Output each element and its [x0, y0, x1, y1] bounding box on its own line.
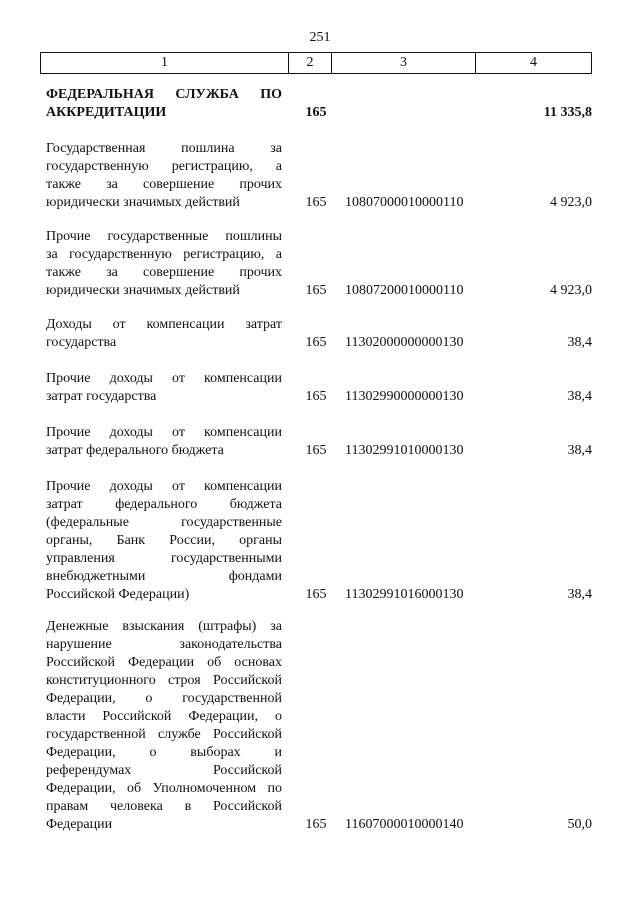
- description-line: референдумах Российской: [46, 763, 282, 778]
- amount-value: 38,4: [567, 389, 592, 404]
- description-line: конституционного строя Российской: [46, 673, 282, 688]
- column-header-1: 1: [41, 53, 289, 74]
- description-line: затрат федерального бюджета: [46, 443, 224, 458]
- column-header-2: 2: [289, 53, 332, 74]
- description-line: власти Российской Федерации, о: [46, 709, 282, 724]
- description-line: Российской Федерации): [46, 587, 190, 602]
- description-line: затрат федерального бюджета: [46, 497, 282, 512]
- description-line: также за совершение прочих: [46, 177, 282, 192]
- amount-value: 4 923,0: [550, 283, 592, 298]
- row-description: [46, 228, 282, 300]
- description-line: за государственную регистрацию, а: [46, 247, 282, 262]
- row-description: [46, 370, 282, 406]
- admin-code: 165: [305, 195, 327, 210]
- description-line: Прочие государственные пошлины: [46, 229, 282, 244]
- row-description: [46, 316, 282, 352]
- description-line: Федерации: [46, 817, 113, 832]
- description-line: нарушение законодательства: [46, 637, 282, 652]
- description-line: Федерации, об Уполномоченном по: [46, 781, 282, 796]
- description-line: Прочие доходы от компенсации: [46, 371, 282, 386]
- column-header-3: 3: [332, 53, 476, 74]
- amount-value: 50,0: [567, 817, 592, 832]
- cost-compensation-row: [0, 316, 640, 352]
- description-line: юридически значимых действий: [46, 283, 240, 298]
- admin-code: 165: [305, 283, 327, 298]
- description-line: органы, Банк России, органы: [46, 533, 282, 548]
- description-line: правам человека в Российской: [46, 799, 282, 814]
- amount-value: 11 335,8: [543, 105, 592, 120]
- description-line: Прочие доходы от компенсации: [46, 425, 282, 440]
- federal-budget-compensation-row: [0, 424, 640, 460]
- row-description: [46, 140, 282, 212]
- description-line: Федерации, о государственной: [46, 691, 282, 706]
- amount-value: 38,4: [567, 443, 592, 458]
- description-line: АККРЕДИТАЦИИ: [46, 105, 167, 120]
- admin-code: 165: [305, 105, 327, 120]
- description-line: также за совершение прочих: [46, 265, 282, 280]
- other-cost-compensation-row: [0, 370, 640, 406]
- agency-row: [0, 86, 640, 122]
- description-line: государственной службе Российской: [46, 727, 282, 742]
- description-line: юридически значимых действий: [46, 195, 240, 210]
- other-state-duty-row: [0, 228, 640, 300]
- budget-classification-code: 11302991016000130: [345, 587, 464, 602]
- admin-code: 165: [305, 389, 327, 404]
- description-line: государства: [46, 335, 117, 350]
- description-line: Денежные взыскания (штрафы) за: [46, 619, 282, 634]
- budget-classification-code: 10807200010000110: [345, 283, 464, 298]
- amount-value: 38,4: [567, 587, 592, 602]
- amount-value: 4 923,0: [550, 195, 592, 210]
- column-header-table: [40, 52, 592, 74]
- description-line: Российской Федерации об основах: [46, 655, 282, 670]
- description-line: Федерации, о выборах и: [46, 745, 282, 760]
- description-line: Государственная пошлина за: [46, 141, 282, 156]
- state-duty-row: [0, 140, 640, 212]
- budget-classification-code: 11302000000000130: [345, 335, 464, 350]
- description-line: государственную регистрацию, а: [46, 159, 282, 174]
- row-description: [46, 424, 282, 460]
- federal-bodies-compensation-row: [0, 478, 640, 604]
- admin-code: 165: [305, 817, 327, 832]
- amount-value: 38,4: [567, 335, 592, 350]
- description-line: затрат государства: [46, 389, 157, 404]
- description-line: (федеральные государственные: [46, 515, 282, 530]
- budget-classification-code: 10807000010000110: [345, 195, 464, 210]
- description-line: ФЕДЕРАЛЬНАЯ СЛУЖБА ПО: [46, 87, 282, 102]
- budget-classification-code: 11302990000000130: [345, 389, 464, 404]
- admin-code: 165: [305, 335, 327, 350]
- row-description: [46, 618, 282, 834]
- description-line: Доходы от компенсации затрат: [46, 317, 282, 332]
- description-line: Прочие доходы от компенсации: [46, 479, 282, 494]
- fines-row: [0, 618, 640, 834]
- admin-code: 165: [305, 443, 327, 458]
- admin-code: 165: [305, 587, 327, 602]
- description-line: управления государственными: [46, 551, 282, 566]
- budget-classification-code: 11302991010000130: [345, 443, 464, 458]
- row-description: [46, 86, 282, 122]
- description-line: внебюджетными фондами: [46, 569, 282, 584]
- row-description: [46, 478, 282, 604]
- column-header-4: 4: [476, 53, 592, 74]
- budget-classification-code: 11607000010000140: [345, 817, 464, 832]
- page-number: 251: [309, 30, 331, 45]
